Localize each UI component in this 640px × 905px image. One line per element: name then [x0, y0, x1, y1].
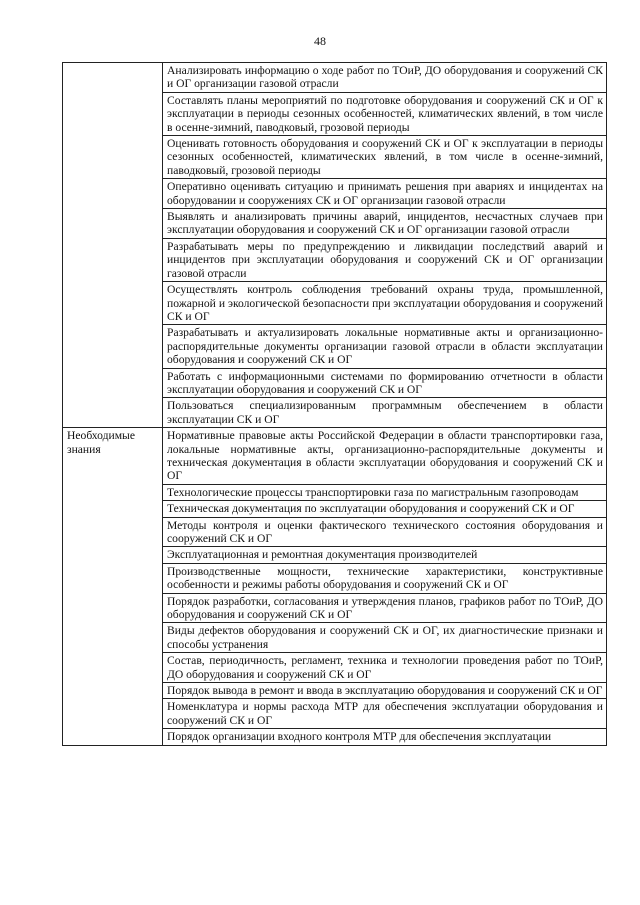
skill-item: Работать с информационными системами по формированию отчетности в области эксплуатации оборудования и сооружений СК и ОГ	[163, 368, 607, 398]
knowledge-item: Нормативные правовые акты Российской Федерации в области транспортировки газа, локальные нормативные акты, организационно-распорядительные документы и техническая документация в области эксплуатации оборудования и сооружений СК и ОГ	[163, 428, 607, 485]
knowledge-item: Номенклатура и нормы расхода МТР для обеспечения эксплуатации оборудования и сооружений СК и ОГ	[163, 699, 607, 729]
skill-item: Анализировать информацию о ходе работ по ТОиР, ДО оборудования и сооружений СК и ОГ организации газовой отрасли	[163, 63, 607, 93]
skills-label-cell	[63, 63, 163, 428]
knowledge-item: Техническая документация по эксплуатации оборудования и сооружений СК и ОГ	[163, 501, 607, 517]
knowledge-item: Виды дефектов оборудования и сооружений СК и ОГ, их диагностические признаки и способы устранения	[163, 623, 607, 653]
knowledge-label-cell: Необходимые знания	[63, 428, 163, 746]
skill-item: Разрабатывать и актуализировать локальные нормативные акты и организационно-распорядительные документы организации газовой отрасли в области эксплуатации оборудования и сооружений СК и ОГ	[163, 325, 607, 368]
table-row	[63, 63, 607, 93]
knowledge-item: Производственные мощности, технические характеристики, конструктивные особенности и режимы работы оборудования и сооружений СК и ОГ	[163, 563, 607, 593]
skill-item: Оценивать готовность оборудования и сооружений СК и ОГ к эксплуатации в периоды сезонных особенностей, климатических явлений, в том числе в осенне-зимний, паводковый, грозовой периоды	[163, 136, 607, 179]
page-number: 48	[314, 34, 326, 48]
requirements-table	[62, 62, 607, 746]
skill-item: Пользоваться специализированным программным обеспечением в области эксплуатации СК и ОГ	[163, 398, 607, 428]
knowledge-item: Порядок вывода в ремонт и ввода в эксплуатацию оборудования и сооружений СК и ОГ	[163, 683, 607, 699]
skill-item: Составлять планы мероприятий по подготовке оборудования и сооружений СК и ОГ к эксплуатации в периоды сезонных особенностей, климатических явлений, в том числе в осенне-зимний, паводковый, грозовой периоды	[163, 92, 607, 135]
knowledge-item: Эксплуатационная и ремонтная документация производителей	[163, 547, 607, 563]
knowledge-item: Методы контроля и оценки фактического технического состояния оборудования и сооружений СК и ОГ	[163, 517, 607, 547]
skill-item: Осуществлять контроль соблюдения требований охраны труда, промышленной, пожарной и экологической безопасности при эксплуатации оборудования и сооружений СК и ОГ	[163, 282, 607, 325]
table-row	[63, 428, 607, 485]
knowledge-item: Состав, периодичность, регламент, техника и технологии проведения работ по ТОиР, ДО оборудования и сооружений СК и ОГ	[163, 653, 607, 683]
knowledge-item: Порядок организации входного контроля МТР для обеспечения эксплуатации	[163, 729, 607, 745]
knowledge-item: Порядок разработки, согласования и утверждения планов, графиков работ по ТОиР, ДО оборудования и сооружений СК и ОГ	[163, 593, 607, 623]
skill-item: Выявлять и анализировать причины аварий, инцидентов, несчастных случаев при эксплуатации оборудования и сооружений СК и ОГ организации газовой отрасли	[163, 209, 607, 239]
knowledge-item: Технологические процессы транспортировки газа по магистральным газопроводам	[163, 484, 607, 500]
skill-item: Разрабатывать меры по предупреждению и ликвидации последствий аварий и инцидентов при эксплуатации оборудования и сооружений СК и ОГ организации газовой отрасли	[163, 238, 607, 281]
skill-item: Оперативно оценивать ситуацию и принимать решения при авариях и инцидентах на оборудовании и сооружениях СК и ОГ организации газовой отрасли	[163, 179, 607, 209]
